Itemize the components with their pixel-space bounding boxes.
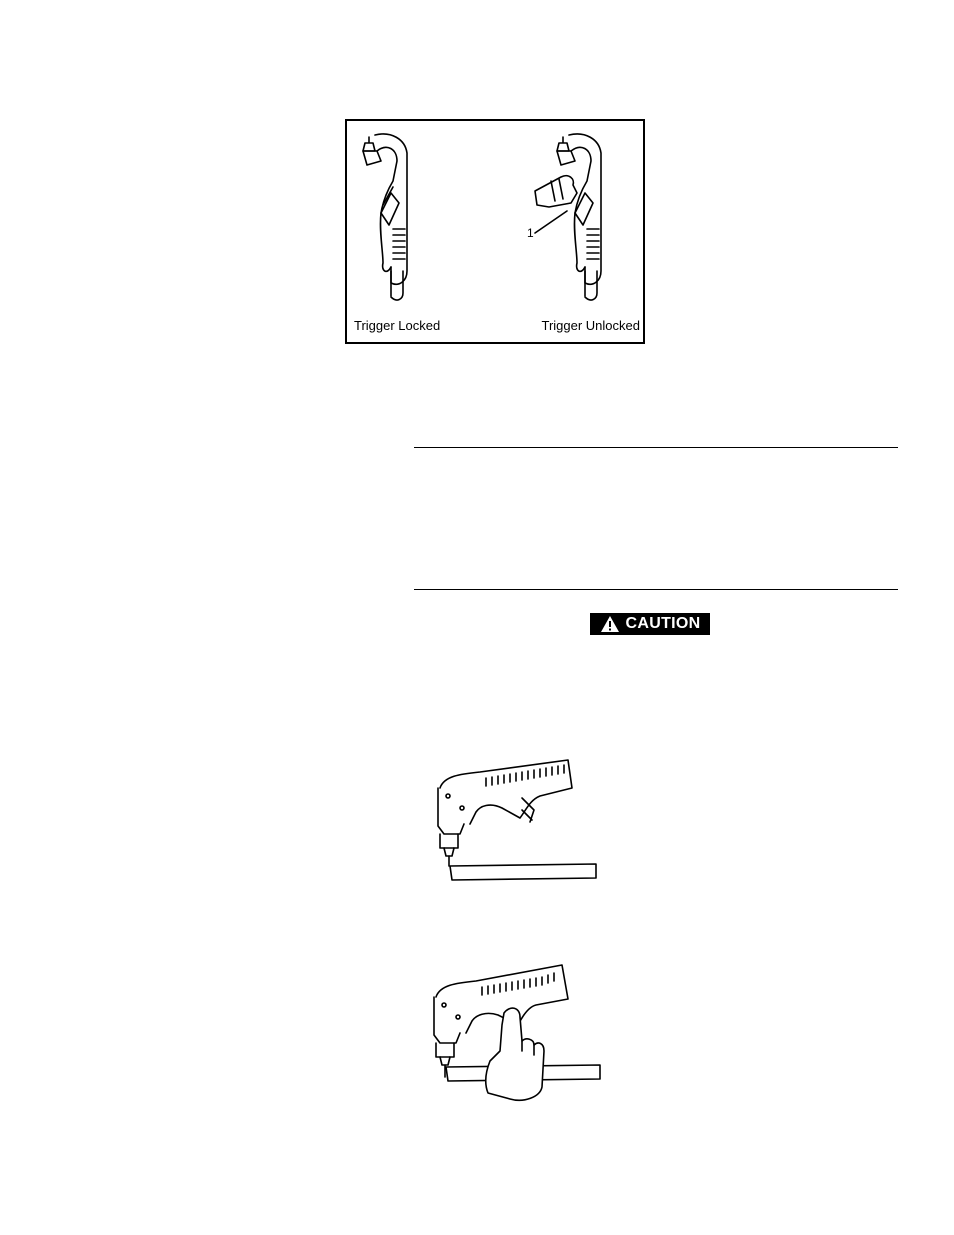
trigger-figure-art [347, 121, 643, 342]
divider-bottom [414, 589, 898, 590]
torch-locked-drawing [363, 134, 407, 300]
caution-label [590, 613, 710, 635]
callout-number: 1 [527, 226, 534, 240]
torch-drag-figure [430, 748, 610, 884]
caption-trigger-locked: Trigger Locked [354, 318, 441, 333]
warning-triangle-icon [600, 615, 620, 633]
caution-text: CAUTION [625, 615, 701, 632]
torch-unlocked-drawing [535, 134, 601, 300]
torch-trigger-figure [424, 955, 610, 1113]
divider-top [414, 447, 898, 448]
torch-drag-drawing [430, 748, 610, 884]
trigger-figure [345, 119, 645, 344]
caption-trigger-unlocked: Trigger Unlocked [541, 318, 640, 333]
torch-trigger-drawing [424, 955, 610, 1113]
